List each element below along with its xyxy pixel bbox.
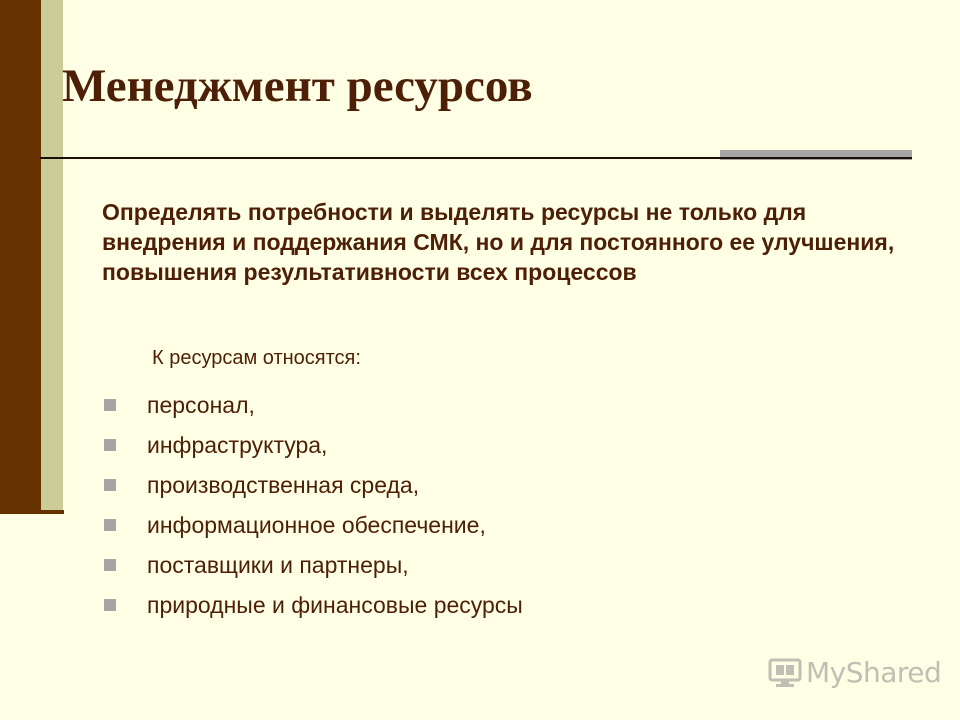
square-bullet-icon xyxy=(104,599,116,611)
slide-title: Менеджмент ресурсов xyxy=(62,60,533,112)
list-item xyxy=(104,505,523,545)
intro-paragraph: Определять потребности и выделять ресурсы не только для внедрения и поддержания СМК, но и для постоянного ее улучшения, повышения результативности всех процессов xyxy=(102,199,895,285)
square-bullet-icon xyxy=(104,519,116,531)
list-item-text: персонал, xyxy=(147,392,255,418)
square-bullet-icon xyxy=(104,439,116,451)
list-item xyxy=(104,465,523,505)
list-item-text: производственная среда, xyxy=(147,472,420,498)
sidebar-underline xyxy=(0,510,64,514)
watermark-text: MyShared xyxy=(806,656,942,689)
list-item-text: природные и финансовые ресурсы xyxy=(147,592,523,618)
resources-subheading: К ресурсам относятся: xyxy=(152,347,361,369)
resource-list xyxy=(104,385,523,625)
list-item xyxy=(104,385,523,425)
title-divider-accent xyxy=(720,150,912,160)
monitor-logo-icon xyxy=(768,657,802,689)
square-bullet-icon xyxy=(104,559,116,571)
list-item xyxy=(104,585,523,625)
sidebar-light-bar xyxy=(41,0,63,510)
list-item xyxy=(104,425,523,465)
list-item-text: информационное обеспечение, xyxy=(147,512,486,538)
list-item-text: инфраструктура, xyxy=(147,432,328,458)
sidebar-dark-bar xyxy=(0,0,41,510)
list-item-text: поставщики и партнеры, xyxy=(147,552,409,578)
watermark xyxy=(768,656,941,689)
list-item xyxy=(104,545,523,585)
square-bullet-icon xyxy=(104,479,116,491)
square-bullet-icon xyxy=(104,399,116,411)
